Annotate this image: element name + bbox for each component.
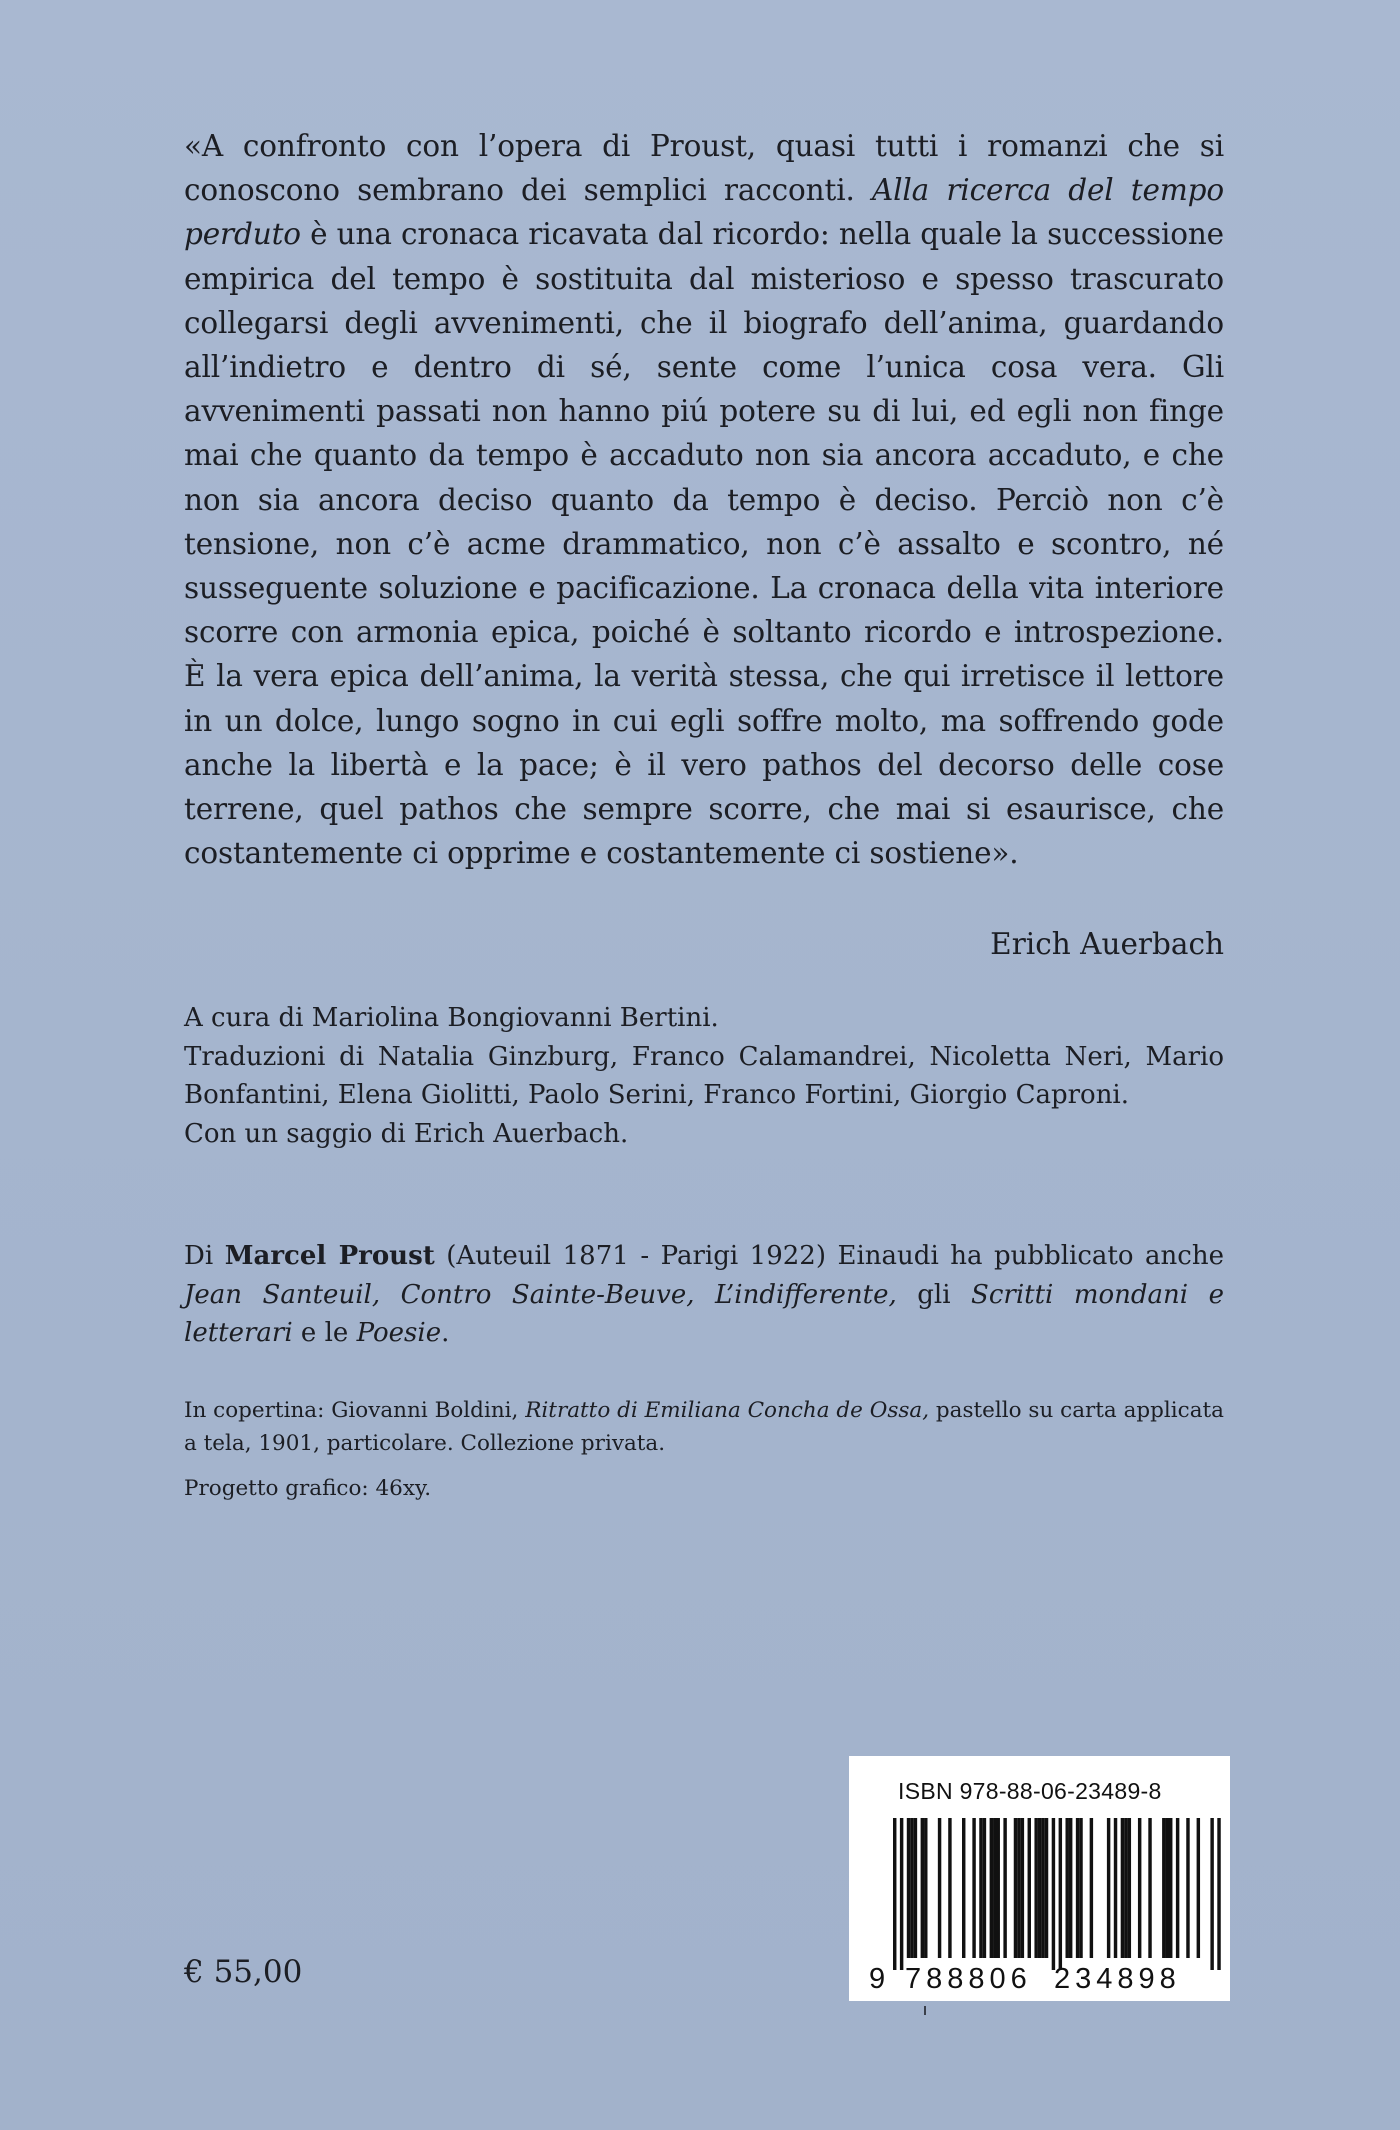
barcode-bar xyxy=(979,1818,982,1958)
essay-credit: Con un saggio di Erich Auerbach. xyxy=(184,1118,629,1149)
also-published-note xyxy=(184,1237,1224,1353)
barcode-bar xyxy=(910,1818,913,1958)
also-connector-1: gli xyxy=(896,1279,972,1310)
barcode-bar xyxy=(1217,1818,1220,1970)
isbn-label: ISBN 978-88-06-23489-8 xyxy=(898,1778,1162,1804)
author-name: Marcel Proust xyxy=(224,1241,435,1271)
barcode-bar xyxy=(1034,1818,1037,1958)
barcode-bar xyxy=(1045,1818,1048,1958)
barcode-bar xyxy=(1186,1818,1189,1958)
design-credit: Progetto grafico: 46xy. xyxy=(184,1476,432,1501)
translators-credit: Traduzioni di Natalia Ginzburg, Franco Calamandrei, Nicoletta Neri, Mario Bonfantini, Elena Giolitti, Paolo Serini, Franco Fortini, Giorgio Caproni. xyxy=(184,1041,1224,1111)
editor-credit: A cura di Mariolina Bongiovanni Bertini. xyxy=(184,1003,719,1033)
quote-text-part1: «A confronto con l’opera di Proust, quasi tutti i romanzi che si conoscono sembrano dei semplici racconti. xyxy=(184,129,1224,208)
barcode-bar xyxy=(900,1818,903,1970)
work-poesie: Poesie xyxy=(356,1318,442,1349)
also-middle: (Auteuil 1871 - Parigi 1922) Einaudi ha pubblicato anche xyxy=(434,1241,1224,1271)
printer-mark xyxy=(924,2006,926,2015)
barcode-bar xyxy=(1059,1818,1062,1970)
barcode-bar xyxy=(1069,1818,1072,1958)
barcode-bar xyxy=(990,1818,993,1958)
barcode-bar xyxy=(1014,1818,1017,1958)
quote-text-part2: è una cronaca ricavata dal ricordo: nella quale la successione empirica del tempo è sostituita dal misterioso e spesso trascurato collegarsi degli avvenimenti, che il biografo dell’anima, guardando all’indietro e dentro di sé, sente come l’unica cosa vera. Gli avvenimenti passati non hanno piú potere su di lui, ed egli non finge mai che quanto da tempo è accaduto non sia ancora accaduto, e che non sia ancora deciso quanto da tempo è deciso. Perciò non c’è tensione, non c’è acme drammatico, non c’è assalto e scontro, né susseguente soluzione e pacificazione. La cronaca della vita interiore scorre con armonia epica, poiché è soltanto ricordo e introspezione. È la vera epica dell’anima, la verità stessa, che qui irretisce il lettore in un dolce, lungo sogno in cui egli soffre molto, ma soffrendo gode anche la libertà e la pace; è il vero pathos del decorso delle cose terrene, quel pathos che sempre scorre, che mai si esaurisce, che costantemente ci opprime e costantemente ci sostiene». xyxy=(184,217,1224,871)
barcode-bar xyxy=(962,1818,965,1958)
barcode-bar xyxy=(972,1818,975,1958)
barcode-bar xyxy=(921,1818,924,1958)
barcode-bar xyxy=(1169,1818,1172,1958)
barcode-bar xyxy=(938,1818,941,1958)
barcode-bar xyxy=(1107,1818,1110,1958)
barcode-bar xyxy=(893,1818,896,1970)
barcode-bar xyxy=(997,1818,1000,1958)
auerbach-quote xyxy=(184,124,1224,875)
barcode-bar xyxy=(1128,1818,1131,1958)
barcode-bar xyxy=(1124,1818,1127,1958)
also-connector-2: e le xyxy=(292,1318,357,1349)
barcode-bar xyxy=(1197,1818,1200,1958)
barcode-bar xyxy=(1079,1818,1082,1958)
barcode-bar xyxy=(1028,1818,1031,1958)
artwork-title: Ritratto di Emiliana Concha de Ossa, xyxy=(525,1398,930,1423)
barcode-bar xyxy=(1114,1818,1117,1958)
barcode-bar xyxy=(907,1818,910,1958)
barcode-bar xyxy=(1176,1818,1179,1958)
barcode-bar xyxy=(1076,1818,1079,1958)
barcode-bar xyxy=(1166,1818,1169,1958)
work-scritti: Scritti mondani e letterari xyxy=(184,1279,1224,1349)
barcode-bar xyxy=(1003,1818,1006,1958)
barcode-right-digits: 234898 xyxy=(1054,1963,1181,1995)
barcode-bar xyxy=(1066,1818,1069,1958)
barcode-bars xyxy=(893,1818,1221,1970)
barcode-bar xyxy=(1052,1818,1055,1970)
barcode-bar xyxy=(1090,1818,1093,1958)
barcode-bar xyxy=(1210,1818,1213,1970)
barcode-first-digit: 9 xyxy=(869,1963,886,1995)
edition-credits xyxy=(184,999,1224,1153)
price: € 55,00 xyxy=(184,1954,303,1990)
barcode-bar xyxy=(1162,1818,1165,1958)
also-end: . xyxy=(441,1318,450,1349)
barcode-bar xyxy=(1041,1818,1044,1958)
isbn-barcode xyxy=(849,1756,1230,2001)
barcode-graphic xyxy=(849,1756,1230,2001)
barcode-bar xyxy=(1138,1818,1141,1958)
barcode-bar xyxy=(993,1818,996,1958)
barcode-bar xyxy=(1121,1818,1124,1958)
quote-book-title: Alla ricerca del tempo perduto xyxy=(184,173,1224,252)
quote-author: Erich Auerbach xyxy=(990,927,1224,961)
barcode-bar xyxy=(1148,1818,1151,1958)
cover-note-prefix: In copertina: Giovanni Boldini, xyxy=(184,1398,526,1423)
barcode-left-digits: 788806 xyxy=(905,1963,1032,1995)
barcode-bar xyxy=(1021,1818,1024,1958)
cover-art-note xyxy=(184,1394,1224,1460)
barcode-bar xyxy=(948,1818,951,1958)
barcode-bar xyxy=(1017,1818,1020,1958)
barcode-bar xyxy=(983,1818,986,1958)
barcode-bar xyxy=(924,1818,927,1958)
also-prefix: Di xyxy=(184,1241,225,1271)
barcode-bar xyxy=(914,1818,917,1958)
barcode-bar xyxy=(1038,1818,1041,1958)
cover-note-suffix: pastello su carta applicata a tela, 1901, particolare. Collezione privata. xyxy=(184,1398,1225,1456)
works-list: Jean Santeuil, Contro Sainte-Beuve, L’indifferente, xyxy=(184,1279,897,1310)
